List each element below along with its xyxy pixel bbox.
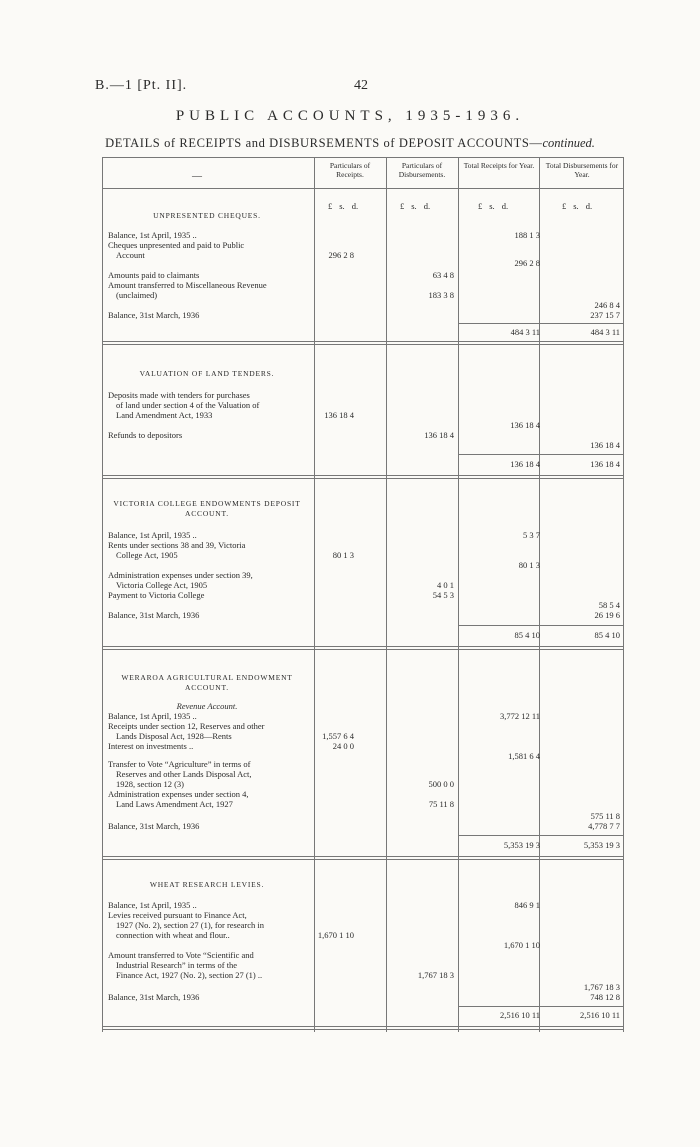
- table-row: Refunds to depositors 136 18 4 136 18 4: [108, 430, 620, 450]
- table-row: Industrial Research” in terms of the: [116, 960, 238, 970]
- subtotal-rule: [458, 454, 624, 455]
- table-row: Deposits made with tenders for purchases: [108, 390, 250, 400]
- subtotal-rule: [458, 1006, 624, 1007]
- total-row: 85 4 10 85 4 10: [514, 630, 620, 640]
- table-row: (unclaimed) 183 3 8 246 8 4: [116, 290, 620, 310]
- table-row: of land under section 4 of the Valuation of: [116, 400, 260, 410]
- section-rule: [102, 475, 624, 479]
- section-title: UNPRESENTED CHEQUES.: [153, 211, 261, 220]
- subtitle-suffix: continued.: [542, 136, 595, 150]
- table-row: Reserves and other Lands Disposal Act,: [116, 769, 252, 779]
- table-row: Balance, 1st April, 1935 .. 5 3 7: [108, 530, 540, 540]
- table-row: Land Laws Amendment Act, 1927 75 11 8 575 11 8: [116, 799, 620, 821]
- blank-column-header: —: [192, 171, 202, 182]
- section-rule: [102, 341, 624, 345]
- table-row: Lands Disposal Act, 1928—Rents 1,557 6 4: [116, 731, 354, 741]
- total-row: 5,353 19 3 5,353 19 3: [503, 840, 620, 850]
- header-bottom-rule: [102, 188, 624, 189]
- table-row: 1928, section 12 (3) 500 0 0: [116, 779, 454, 789]
- page-number: 42: [354, 78, 368, 93]
- currency-header: £ s. d.: [562, 201, 593, 211]
- subtotal-rule: [458, 625, 624, 626]
- table-row: Land Amendment Act, 1933 136 18 4 136 18 4: [116, 410, 540, 430]
- receipts-column-header: Particulars of Receipts.: [329, 161, 371, 179]
- section-title: WHEAT RESEARCH LEVIES.: [149, 880, 265, 889]
- table-row: Administration expenses under section 39,: [108, 570, 253, 580]
- deposit-accounts-table: [102, 157, 624, 1032]
- report-code: B.—1 [Pt. II].: [95, 78, 188, 93]
- table-row: Balance, 1st April, 1935 .. 188 1 3: [108, 230, 540, 240]
- table-row: Balance, 1st April, 1935 .. 846 9 1: [108, 900, 540, 910]
- table-row: Balance, 1st April, 1935 .. 3,772 12 11: [108, 711, 540, 721]
- table-row: 1927 (No. 2), section 27 (1), for research in: [116, 920, 264, 930]
- table-row: Account 296 2 8 296 2 8: [116, 250, 540, 268]
- table-row: Receipts under section 12, Reserves and other: [108, 721, 265, 731]
- total-row: 136 18 4 136 18 4: [510, 459, 620, 469]
- subtotal-rule: [458, 835, 624, 836]
- table-row: Victoria College Act, 1905 4 0 1: [116, 580, 454, 590]
- currency-header: £ s. d.: [400, 201, 431, 211]
- table-row: Balance, 31st March, 1936 748 12 8: [108, 992, 620, 1002]
- table-row: Interest on investments .. 24 0 0 1,581 6 4: [108, 741, 540, 761]
- total-row: 2,516 10 11 2,516 10 11: [499, 1010, 620, 1020]
- section-rule: [102, 856, 624, 860]
- table-row: Amount transferred to Vote “Scientific and: [108, 950, 254, 960]
- table-row: Payment to Victoria College 54 5 3 58 5 4: [108, 590, 620, 610]
- section-rule: [102, 646, 624, 650]
- table-row: Cheques unpresented and paid to Public: [108, 240, 245, 250]
- currency-header: £ s. d.: [478, 201, 509, 211]
- total-row: 484 3 11 484 3 11: [510, 327, 620, 337]
- table-row: Administration expenses under section 4,: [108, 789, 249, 799]
- page-title: PUBLIC ACCOUNTS, 1935-1936.: [175, 108, 525, 124]
- table-row: connection with wheat and flour.. 1,670 1 10 1,670 1 10: [116, 930, 540, 950]
- disbursements-column-header: Particulars of Disbursements.: [398, 161, 446, 179]
- section-title: WERAROA AGRICULTURAL ENDOWMENT: [121, 673, 293, 682]
- total-receipts-column-header: Total Receipts for Year.: [463, 161, 535, 170]
- table-row: Transfer to Vote “Agriculture” in terms of: [108, 759, 251, 769]
- total-disbursements-column-header: Total Disbursements for Year.: [545, 161, 619, 179]
- table-row: Amounts paid to claimants 63 4 8: [108, 270, 454, 280]
- table-bottom-rule: [102, 1026, 624, 1030]
- section-title-continued: ACCOUNT.: [185, 683, 229, 692]
- table-row: Balance, 31st March, 1936 4,778 7 7: [108, 821, 620, 831]
- table-row: Levies received pursuant to Finance Act,: [108, 910, 247, 920]
- table-subtitle: [0, 136, 700, 151]
- section-title: VICTORIA COLLEGE ENDOWMENTS DEPOSIT: [113, 499, 301, 508]
- currency-header: £ s. d.: [328, 201, 359, 211]
- table-row: College Act, 1905 80 1 3 80 1 3: [116, 550, 540, 570]
- section-title: VALUATION OF LAND TENDERS.: [139, 369, 275, 378]
- table-row: Balance, 31st March, 1936 237 15 7: [108, 310, 620, 320]
- table-row: Amount transferred to Miscellaneous Revenue: [108, 280, 267, 290]
- subtotal-rule: [458, 323, 624, 324]
- table-top-rule: [102, 157, 624, 158]
- subtitle-main: DETAILS of RECEIPTS and DISBURSEMENTS of DEPOSIT ACCOUNTS—: [105, 136, 543, 150]
- section-title-continued: ACCOUNT.: [185, 509, 229, 518]
- section-subtitle: Revenue Account.: [176, 701, 238, 711]
- table-row: Rents under sections 38 and 39, Victoria: [108, 540, 246, 550]
- table-row: Finance Act, 1927 (No. 2), section 27 (1) .. 1,767 18 3 1,767 18 3: [116, 970, 620, 992]
- table-row: Balance, 31st March, 1936 26 19 6: [108, 610, 620, 620]
